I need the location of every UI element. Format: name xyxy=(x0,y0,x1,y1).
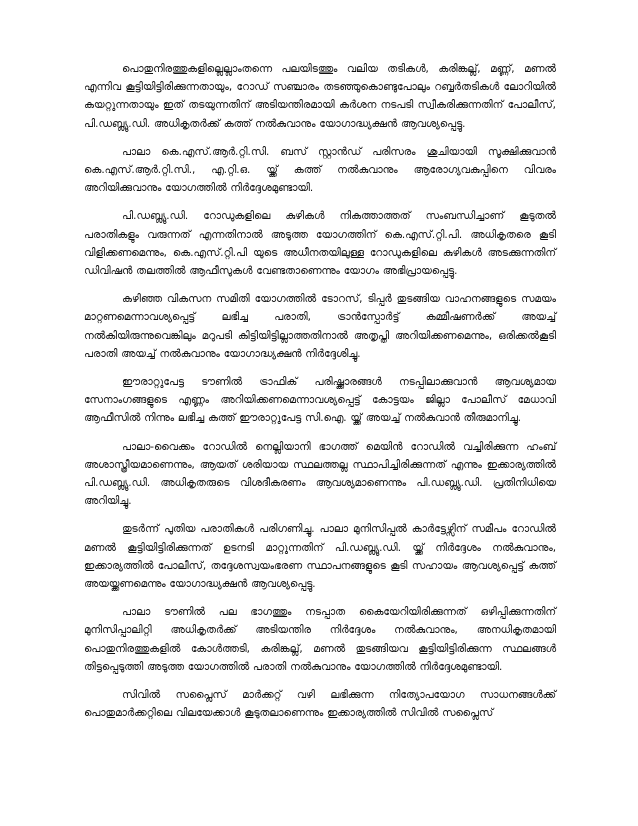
paragraph-road-obstruction: പൊതുനിരത്തുകളില്ലെല്ലാംതന്നെ പലയിടത്തും വലിയ തടികൾ, കരിങ്കല്ല്, മണ്ണ്, മണൽ എന്നിവ കൂട്ടിയിട്ടിരിക്കുന്നതായും, റോഡ് സഞ്ചാരം തടഞ്ഞുകൊണ്ടുപോലും റബ്ബർതടികൾ ലോറിയിൽ കയറ്റുന്നതായും ഇത് തടയുന്നതിന് അടിയന്തിരമായി കർശന നടപടി സ്വീകരിക്കുന്നതിന് പോലീസ്, പി.ഡബ്ല്യു.ഡി. അധികൃതർക്ക് കത്ത് നൽകുവാനും യോഗാദ്ധ്യക്ഷൻ ആവശ്യപ്പെട്ടു. xyxy=(84,63,556,130)
paragraph-new-complaints: തുടർന്ന് പുതിയ പരാതികൾ പരിഗണിച്ചു. പാലാ മുനിസിപ്പൽ കാർട്ടേഴ്സിന് സമീപം റോഡിൽ മണൽ കൂട്ടിയിട്ടിരിക്കുന്നത് ഉടനടി മാറ്റുന്നതിന് പി.ഡബ്ല്യു.ഡി. യ്ക്ക് നിർദ്ദേശം നൽകുവാനും, ഇക്കാര്യത്തിൽ പോലീസ്, തദ്ദേശസ്വയംഭരണ സ്ഥാപനങ്ങളുടെ കൂടി സഹായം ആവശ്യപ്പെട്ട് കത്ത് അയയ്ക്കണമെന്നും യോഗാദ്ധ്യക്ഷൻ ആവശ്യപ്പെട്ടു. xyxy=(84,523,556,591)
paragraph-ksrtc-stand: പാലാ കെ.എസ്.ആർ.റ്റി.സി. ബസ് സ്റ്റാൻഡ് പരിസരം ശുചിയായി സൂക്ഷിക്കുവാൻ കെ.എസ്.ആർ.റ്റി.സി., എ.റ്റി.ഒ. യ്ക്ക് കത്ത് നൽകുവാനും ആരോഗ്യവകുപ്പിനെ വിവരം അറിയിക്കുവാനും യോഗത്തിൽ നിർദ്ദേശമുണ്ടായി. xyxy=(84,145,556,195)
paragraph-erattupetta-traffic: ഈരാറ്റുപേട്ട ടൗണിൽ ട്രാഫിക് പരിഷ്ക്കാരങ്ങൾ നടപ്പിലാക്കുവാൻ ആവശ്യമായ സേനാംഗങ്ങളുടെ എണ്ണം അറിയിക്കണമെന്നാവശ്യപ്പെട്ട് കോട്ടയം ജില്ലാ പോലീസ് മേധാവി ആഫീസിൽ നിന്നും ലഭിച്ച കത്ത് ഈരാറ്റുപേട്ട സി.ഐ. യ്ക്ക് അയച്ച് നൽകുവാൻ തീരുമാനിച്ചു. xyxy=(84,376,556,425)
paragraph-footpath-encroachment: പാലാ ടൗണിൽ പല ഭാഗത്തും നടപ്പാത കൈയേറിയിരിക്കുന്നത് ഒഴിപ്പിക്കുന്നതിന് മുനിസിപ്പാലിറ്റി അധികൃതർക്ക് അടിയന്തിര നിർദ്ദേശം നൽകുവാനും, അനധികൃതമായി പൊതുനിരത്തുകളിൽ കോൾത്തടി, കരിങ്കല്ല്, മണൽ തുടങ്ങിയവ കൂട്ടിയിട്ടിരിക്കുന്ന സ്ഥലങ്ങൾ തിട്ടപ്പെടുത്തി അടുത്ത യോഗത്തിൽ പരാതി നൽകുവാനും യോഗത്തിൽ നിർദ്ദേശമുണ്ടായി. xyxy=(84,606,556,673)
document-page xyxy=(84,60,556,733)
paragraph-civil-supplies: സിവിൽ സപ്ലൈസ് മാർക്കറ്റ് വഴി ലഭിക്കുന്ന നിത്യോപയോഗ സാധനങ്ങൾക്ക് പൊതുമാർക്കറ്റിലെ വിലയേക്കാൾ കൂടുതലാണെന്നും ഇക്കാര്യത്തിൽ സിവിൽ സപ്ലൈസ് xyxy=(84,689,556,720)
paragraph-hump-nelliyani: പാലാ-വൈക്കം റോഡിൽ നെല്ലിയാനി ഭാഗത്ത് മെയിൻ റോഡിൽ വച്ചിരിക്കുന്ന ഹംബ് അശാസ്ത്രീയമാണെന്നും, ആയത് ശരിയായ സ്ഥലത്തല്ല സ്ഥാപിച്ചിരിക്കുന്നത് എന്നും ഇക്കാര്യത്തിൽ പി.ഡബ്ല്യു.ഡി. അധികൃതരുടെ വിശദീകരണം ആവശ്യമാണെന്നും പി.ഡബ്ല്യു.ഡി. പ്രതിനിധിയെ അറിയിച്ചു. xyxy=(84,440,556,508)
paragraph-tipper-timing: കഴിഞ്ഞ വികസന സമിതി യോഗത്തിൽ ടോറസ്, ടിപ്പർ തുടങ്ങിയ വാഹനങ്ങളുടെ സമയം മാറ്റണമെന്നാവശ്യപ്പെട്ട് ലഭിച്ച പരാതി, ട്രാൻസ്പോർട്ട് കമ്മീഷണർക്ക് അയച്ച് നൽകിയിരുന്നുവെങ്കിലും മറുപടി കിട്ടിയിട്ടില്ലാത്തതിനാൽ അതൃപ്തി അറിയിക്കണമെന്നും, ഒരിക്കൽകൂടി പരാതി അയച്ച് നൽകുവാനും യോഗാദ്ധ്യക്ഷൻ നിർദ്ദേശിച്ചു. xyxy=(84,293,556,360)
paragraph-pwd-potholes: പി.ഡബ്ല്യു.ഡി. റോഡുകളിലെ കുഴികൾ നികത്താത്തത് സംബന്ധിച്ചാണ് കൂടുതൽ പരാതികളും വരുന്നത് എന്നതിനാൽ അടുത്ത യോഗത്തിന് കെ.എസ്.റ്റി.പി. അധികൃതരെ കൂടി വിളിക്കണമെന്നും, കെ.എസ്.റ്റി.പി യുടെ അധീനതയിലുള്ള റോഡുകളിലെ കുഴികൾ അടക്കുന്നതിന് ഡിവിഷൻ തലത്തിൽ ആഫീസുകൾ വേണ്ടതാണെന്നും യോഗം അഭിപ്രായപ്പെട്ടു. xyxy=(84,210,556,278)
